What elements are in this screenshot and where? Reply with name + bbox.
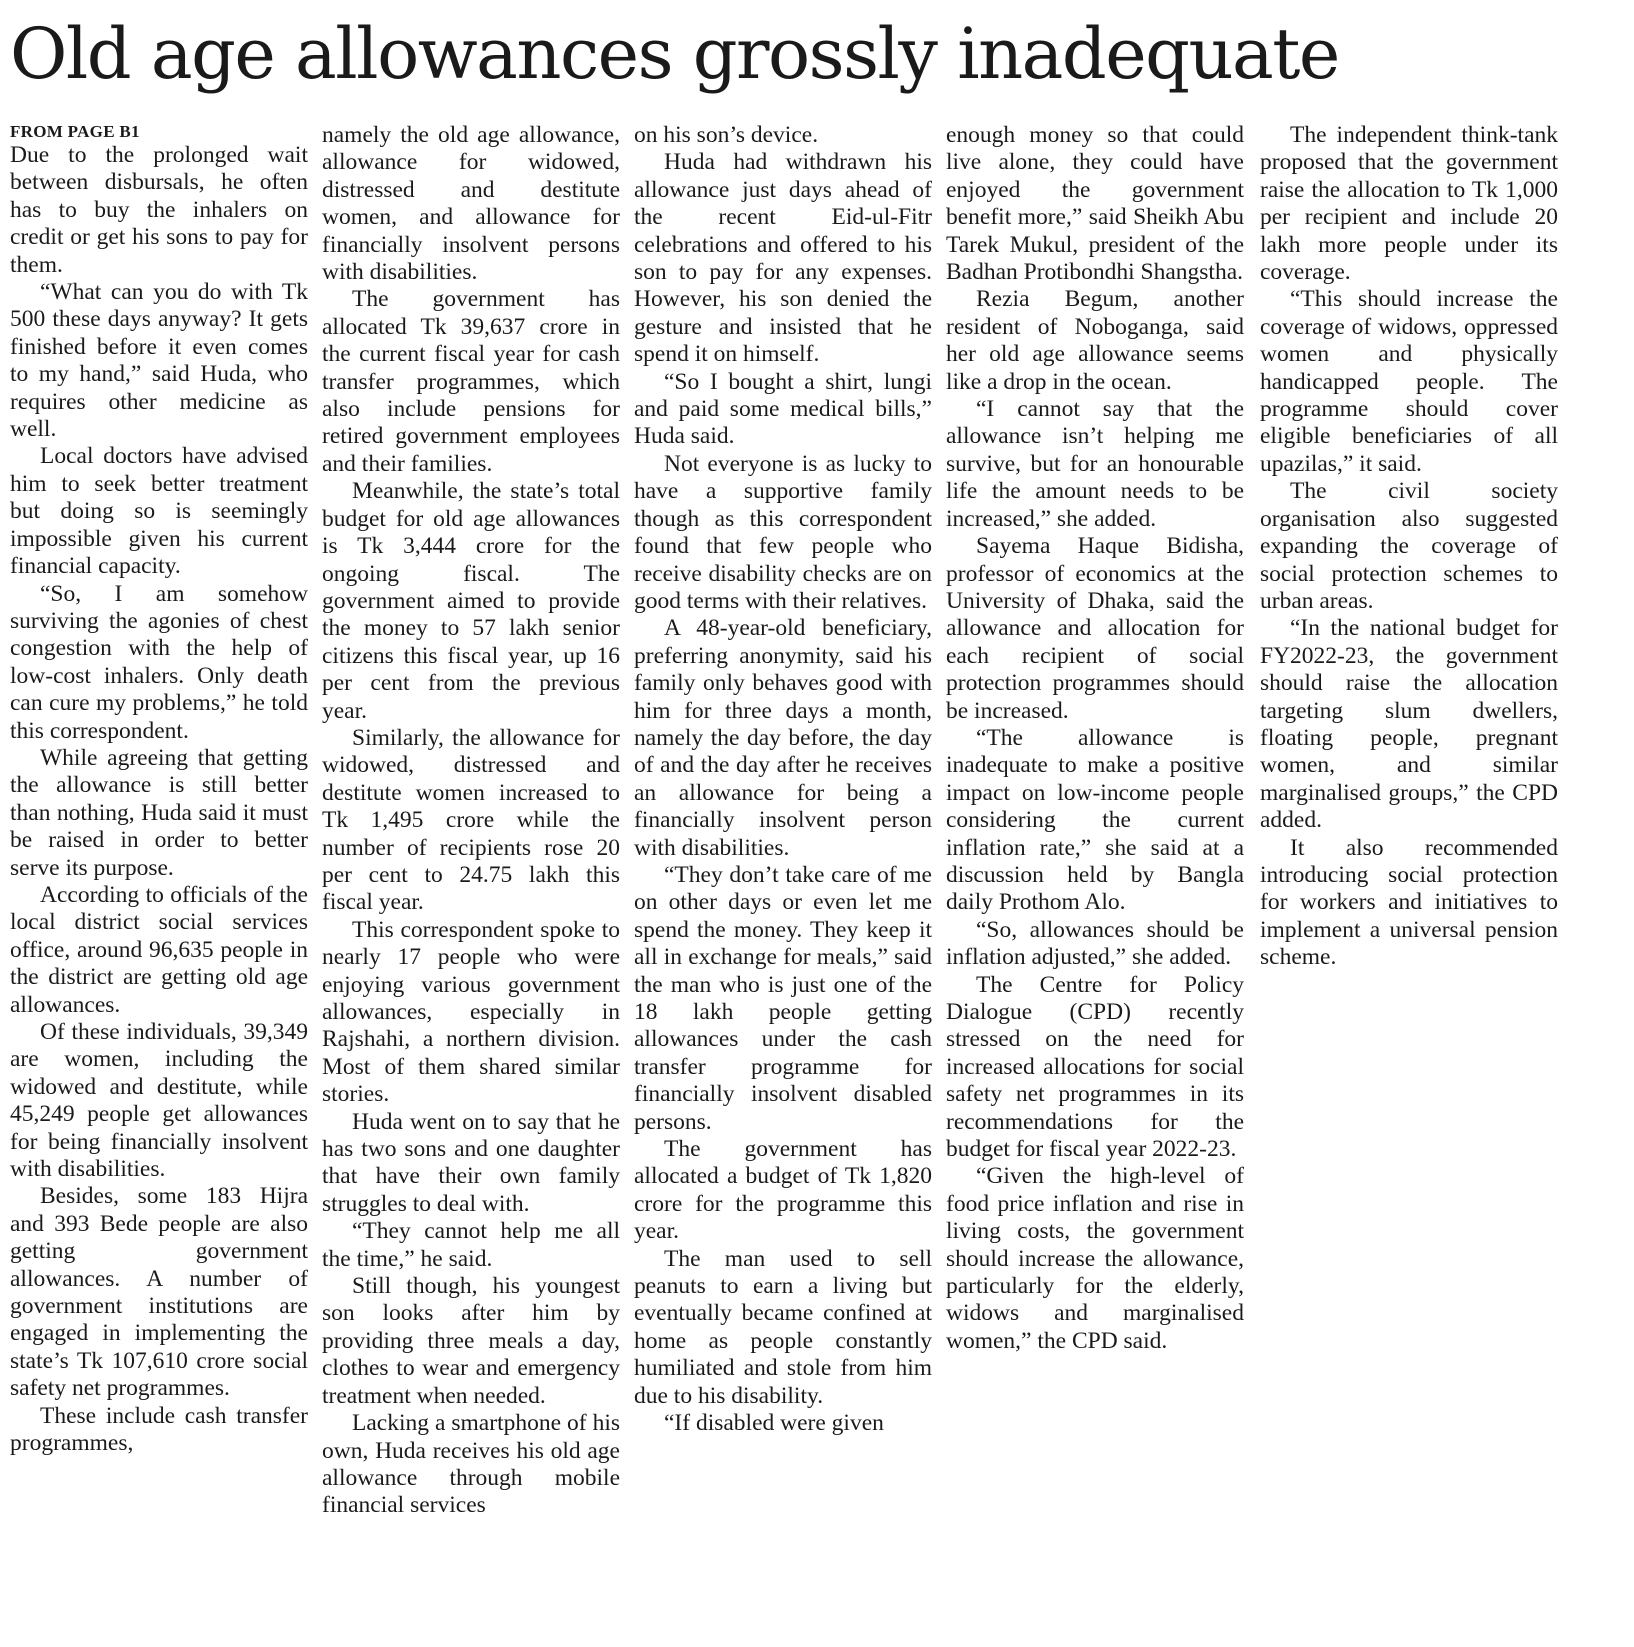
paragraph: The independent think-tank proposed that the government raise the allocation to Tk 1,000 per recipient and include 20 lakh more people under its coverage. — [1260, 122, 1558, 286]
paragraph: According to officials of the local district social services office, around 96,635 people in the district are getting old age allowances. — [10, 881, 308, 1018]
paragraph: Not everyone is as lucky to have a supportive family though as this correspondent found that few people who receive disability checks are on good terms with their relatives. — [634, 450, 932, 614]
paragraph: on his son’s device. — [634, 122, 819, 148]
paragraph: Besides, some 183 Hijra and 393 Bede people are also getting government allowances. A number of government institutions are engaged in implementing the state’s Tk 107,610 crore social safety net programmes. — [10, 1183, 308, 1402]
paragraph: Still though, his youngest son looks after him by providing three meals a day, clothes to wear and emergency treatment when needed. — [322, 1273, 620, 1409]
paragraph: Due to the prolonged wait between disbursals, he often has to buy the inhalers on credit or get his sons to pay for them. — [10, 142, 308, 278]
paragraph: Similarly, the allowance for widowed, distressed and destitute women increased to Tk 1,495 crore while the number of recipients rose 20 per cent to 24.75 lakh this fiscal year. — [322, 724, 620, 916]
continuation-kicker: FROM PAGE B1 — [10, 122, 140, 141]
paragraph: The civil society organisation also suggested expanding the coverage of social protection schemes to urban areas. — [1260, 478, 1558, 614]
paragraph: This correspondent spoke to nearly 17 people who were enjoying various government allowances, especially in Rajshahi, a northern division. Most of them shared similar stories. — [322, 916, 620, 1108]
paragraph: “In the national budget for FY2022-23, the government should raise the allocation targeting slum dwellers, floating people, pregnant women, and similar marginalised groups,” the CPD added. — [1260, 615, 1558, 834]
paragraph: “If disabled were given — [664, 1410, 884, 1437]
paragraph: “They don’t take care of me on other days or even let me spend the money. They keep it all in exchange for meals,” said the man who is just one of the 18 lakh people getting allowances under the cash transfer programme for financially insolvent disabled persons. — [634, 861, 932, 1135]
article-column-1 — [10, 122, 308, 1644]
paragraph: “What can you do with Tk 500 these days anyway? It gets finished before it even comes to my hand,” said Huda, who requires other medicine as well. — [10, 279, 308, 443]
paragraph: While agreeing that getting the allowance is still better than nothing, Huda said it must be raised in order to better serve its purpose. — [10, 744, 308, 881]
paragraph: Sayema Haque Bidisha, professor of economics at the University of Dhaka, said the allowance and allocation for each recipient of social protection programmes should be increased. — [946, 533, 1244, 724]
paragraph: “So, allowances should be inflation adjusted,” she added. — [946, 916, 1244, 971]
paragraph: enough money so that could live alone, they could have enjoyed the government benefit more,” said Sheikh Abu Tarek Mukul, president of the Badhan Protibondhi Shangstha. — [946, 122, 1244, 286]
paragraph: namely the old age allowance, allowance for widowed, distressed and destitute women, and allowance for financially insolvent persons with disabilities. — [322, 122, 620, 286]
paragraph: Of these individuals, 39,349 are women, including the widowed and destitute, while 45,249 people get allowances for being financially insolvent with disabilities. — [10, 1019, 308, 1183]
paragraph: These include cash transfer programmes, — [10, 1402, 308, 1457]
paragraph: A 48-year-old beneficiary, preferring anonymity, said his family only behaves good with him for three days a month, namely the day before, the day of and the day after he receives an allowance for being a financially insolvent person with disabilities. — [634, 615, 932, 861]
article-column-4 — [946, 122, 1244, 1644]
paragraph: “So, I am somehow surviving the agonies of chest congestion with the help of low-cost inhalers. Only death can cure my problems,” he told this correspondent. — [10, 580, 308, 744]
article-column-2 — [322, 122, 620, 1644]
paragraph: “This should increase the coverage of widows, oppressed women and physically handicapped people. The programme should cover eligible beneficiaries of all upazilas,” it said. — [1260, 286, 1558, 477]
paragraph: “So I bought a shirt, lungi and paid some medical bills,” Huda said. — [634, 368, 932, 450]
article-body — [10, 122, 1620, 1644]
article-column-3 — [634, 122, 932, 1644]
article-column-5 — [1260, 122, 1558, 1644]
paragraph: The government has allocated Tk 39,637 crore in the current fiscal year for cash transfer programmes, which also include pensions for retired government employees and their families. — [322, 286, 620, 477]
paragraph: “Given the high-level of food price inflation and rise in living costs, the government should increase the allowance, particularly for the elderly, widows and marginalised women,” the CPD said. — [946, 1163, 1244, 1354]
headline: Old age allowances grossly inadequate — [10, 13, 1339, 95]
paragraph: The man used to sell peanuts to earn a living but eventually became confined at home as people constantly humiliated and stole from him due to his disability. — [634, 1245, 932, 1409]
paragraph: Meanwhile, the state’s total budget for old age allowances is Tk 3,444 crore for the ongoing fiscal. The government aimed to provide the money to 57 lakh senior citizens this fiscal year, up 16 per cent from the previous year. — [322, 478, 620, 724]
paragraph: “I cannot say that the allowance isn’t helping me survive, but for an honourable life the amount needs to be increased,” she added. — [946, 396, 1244, 532]
paragraph: It also recommended introducing social protection for workers and initiatives to implement a universal pension scheme. — [1260, 834, 1558, 971]
paragraph: Huda had withdrawn his allowance just days ahead of the recent Eid-ul-Fitr celebrations and offered to his son to pay for any expenses. However, his son denied the gesture and insisted that he spend it on himself. — [634, 149, 932, 368]
paragraph: Rezia Begum, another resident of Noboganga, said her old age allowance seems like a drop in the ocean. — [946, 286, 1244, 395]
paragraph: The government has allocated a budget of Tk 1,820 crore for the programme this year. — [634, 1136, 932, 1245]
paragraph: Lacking a smartphone of his own, Huda receives his old age allowance through mobile financial services — [322, 1410, 620, 1519]
paragraph: “They cannot help me all the time,” he said. — [322, 1218, 620, 1272]
paragraph: “The allowance is inadequate to make a positive impact on low-income people considering the current inflation rate,” she said at a discussion held by Bangla daily Prothom Alo. — [946, 724, 1244, 916]
paragraph: Huda went on to say that he has two sons and one daughter that have their own family struggles to deal with. — [322, 1108, 620, 1217]
paragraph: Local doctors have advised him to seek better treatment but doing so is seemingly impossible given his current financial capacity. — [10, 443, 308, 580]
paragraph: The Centre for Policy Dialogue (CPD) recently stressed on the need for increased allocations for social safety net programmes in its recommendations for the budget for fiscal year 2022-23. — [946, 971, 1244, 1163]
